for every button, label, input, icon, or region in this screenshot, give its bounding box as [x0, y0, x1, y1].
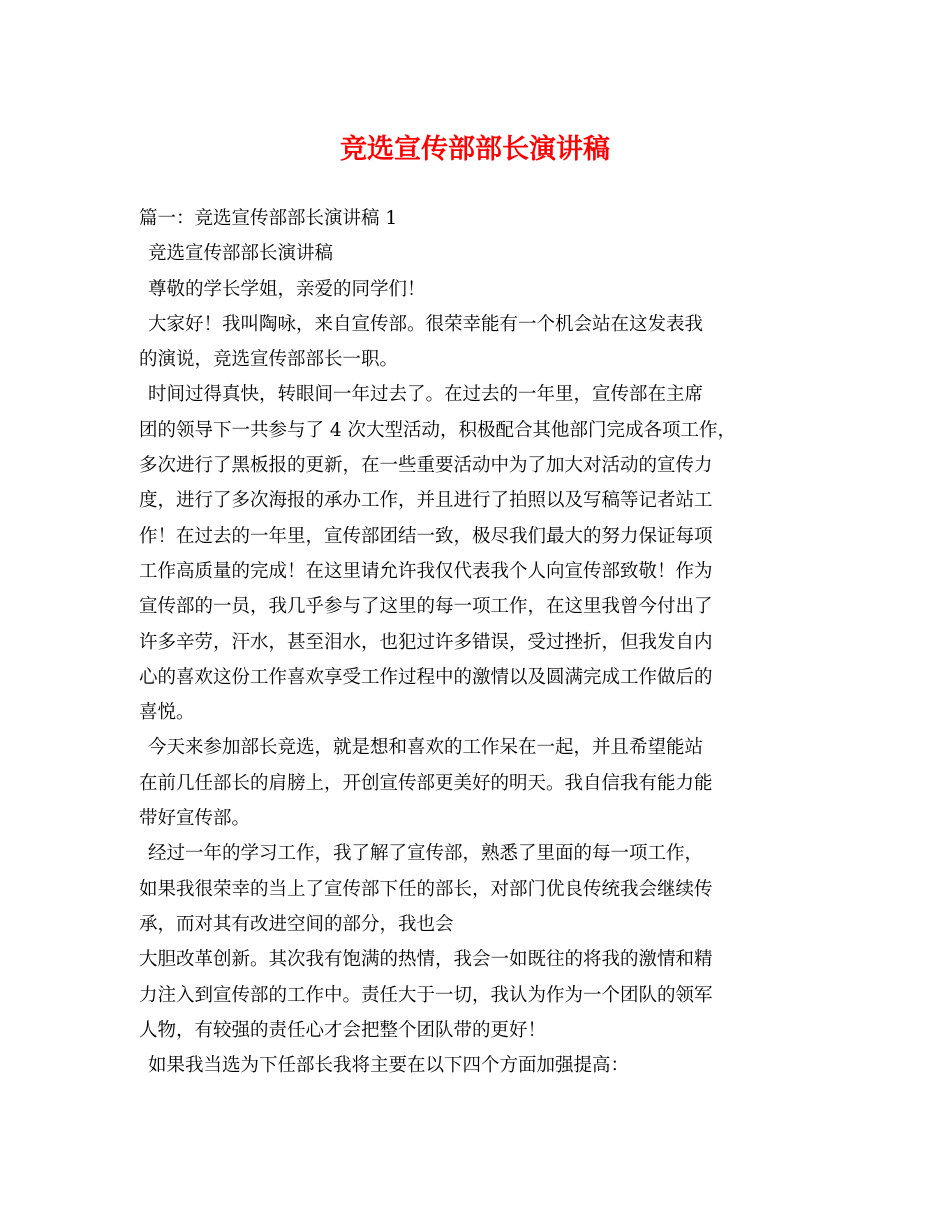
body-text-line: 竞选宣传部部长演讲稿 [148, 243, 334, 265]
document-title: 竞选宣传部部长演讲稿 [340, 134, 610, 165]
body-text-line: 今天来参加部长竞选，就是想和喜欢的工作呆在一起，并且希望能站 [148, 737, 704, 759]
body-text-line: 力注入到宣传部的工作中。责任大于一切，我认为作为一个团队的领军 [139, 984, 713, 1006]
body-text-line: 宣传部的一员，我几乎参与了这里的每一项工作，在这里我曾今付出了 [139, 596, 713, 618]
body-text-line: 经过一年的学习工作，我了解了宣传部，熟悉了里面的每一项工作， [148, 843, 704, 865]
body-text-line: 工作高质量的完成！在这里请允许我仅代表我个人向宣传部致敬！作为 [139, 560, 713, 582]
document-body [139, 201, 815, 1083]
body-text-line: 带好宣传部。 [139, 808, 251, 830]
body-text-line: 时间过得真快，转眼间一年过去了。在过去的一年里，宣传部在主席 [148, 384, 704, 406]
body-text-line: 在前几任部长的肩膀上，开创宣传部更美好的明天。我自信我有能力能 [139, 772, 713, 794]
body-text-line: 如果我当选为下任部长我将主要在以下四个方面加强提高： [148, 1055, 630, 1077]
body-text-line: 篇一：竞选宣传部部长演讲稿 1 [139, 208, 398, 229]
body-text-line: 大家好！我叫陶咏，来自宣传部。很荣幸能有一个机会站在这发表我 [148, 313, 704, 335]
body-text-line: 大胆改革创新。其次我有饱满的热情，我会一如既往的将我的激情和精 [139, 949, 713, 971]
body-text-line: 如果我很荣幸的当上了宣传部下任的部长，对部门优良传统我会继续传 [139, 878, 713, 900]
body-text-line: 许多辛劳，汗水，甚至泪水，也犯过许多错误，受过挫折，但我发自内 [139, 631, 713, 653]
body-text-line: 多次进行了黑板报的更新，在一些重要活动中为了加大对活动的宣传力 [139, 455, 713, 477]
body-text-line: 的演说，竞选宣传部部长一职。 [139, 349, 399, 371]
body-text-line: 尊敬的学长学姐，亲爱的同学们！ [148, 278, 426, 300]
body-text-line: 团的领导下一共参与了 4 次大型活动，积极配合其他部门完成各项工作， [139, 419, 737, 441]
body-text-line: 作！在过去的一年里，宣传部团结一致，极尽我们最大的努力保证每项 [139, 525, 713, 547]
body-text-line: 承，而对其有改进空间的部分，我也会 [139, 913, 454, 935]
body-text-line: 心的喜欢这份工作喜欢享受工作过程中的激情以及圆满完成工作做后的 [139, 666, 713, 688]
body-text-line: 人物，有较强的责任心才会把整个团队带的更好！ [139, 1019, 547, 1041]
body-text-line: 喜悦。 [139, 702, 195, 724]
body-text-line: 度，进行了多次海报的承办工作，并且进行了拍照以及写稿等记者站工 [139, 490, 713, 512]
